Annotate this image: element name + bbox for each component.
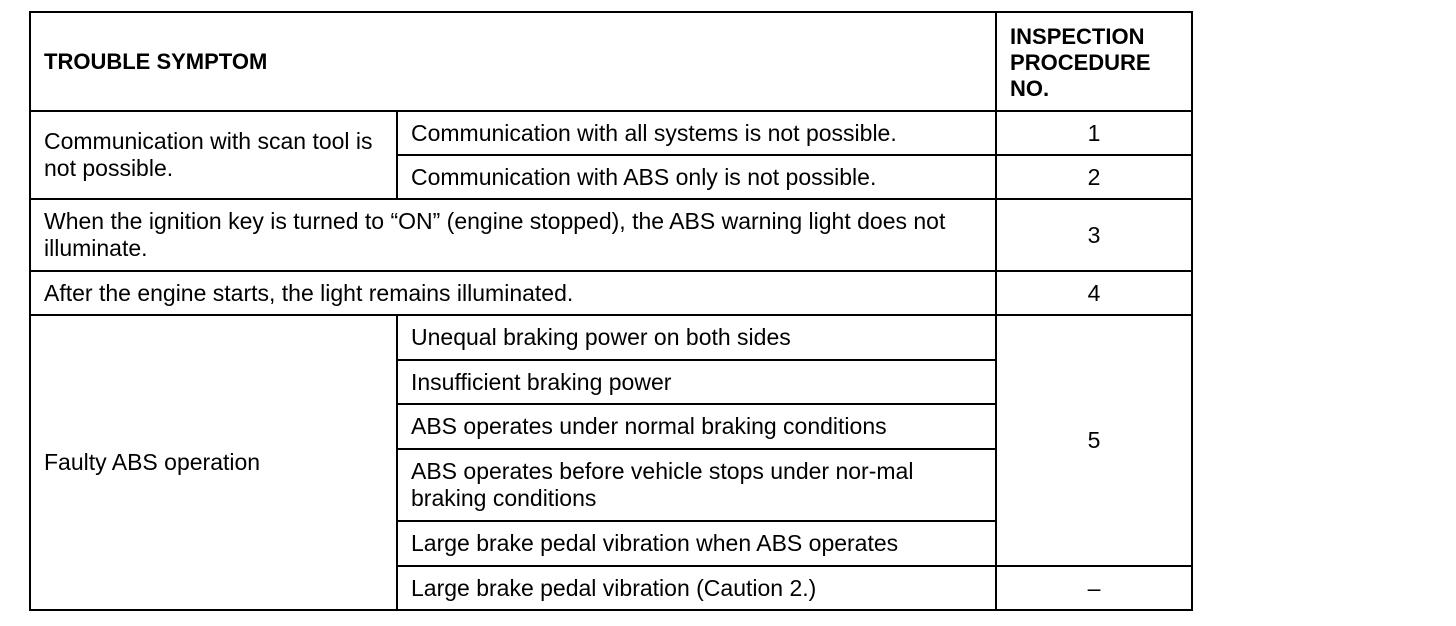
detail-abs-only: Communication with ABS only is not possible. (397, 155, 996, 199)
detail-all-systems: Communication with all systems is not possible. (397, 111, 996, 155)
header-trouble-symptom: TROUBLE SYMPTOM (30, 12, 996, 111)
table-row (30, 315, 1192, 360)
table-row (30, 199, 1192, 271)
procedure-number: 2 (996, 155, 1192, 199)
table-row (30, 111, 1192, 155)
header-inspection-procedure: INSPECTION PROCEDURE NO. (996, 12, 1192, 111)
procedure-number: 1 (996, 111, 1192, 155)
procedure-number: 5 (996, 315, 1192, 566)
detail-normal-braking: ABS operates under normal braking conditions (397, 404, 996, 449)
symptom-communication: Communication with scan tool is not possible. (30, 111, 397, 199)
symptom-engine-start: After the engine starts, the light remains illuminated. (30, 271, 996, 315)
symptom-faulty-abs: Faulty ABS operation (30, 315, 397, 610)
procedure-number: – (996, 566, 1192, 610)
table-header-row (30, 12, 1192, 111)
procedure-number: 4 (996, 271, 1192, 315)
detail-before-stop: ABS operates before vehicle stops under nor-mal braking conditions (397, 449, 996, 521)
detail-pedal-vibration-caution: Large brake pedal vibration (Caution 2.) (397, 566, 996, 610)
symptom-ignition: When the ignition key is turned to “ON” (engine stopped), the ABS warning light does not illuminate. (30, 199, 996, 271)
detail-pedal-vibration-abs: Large brake pedal vibration when ABS operates (397, 521, 996, 566)
detail-insufficient-braking: Insufficient braking power (397, 360, 996, 404)
trouble-symptom-table (29, 11, 1193, 611)
detail-unequal-braking: Unequal braking power on both sides (397, 315, 996, 360)
procedure-number: 3 (996, 199, 1192, 271)
table-row (30, 271, 1192, 315)
